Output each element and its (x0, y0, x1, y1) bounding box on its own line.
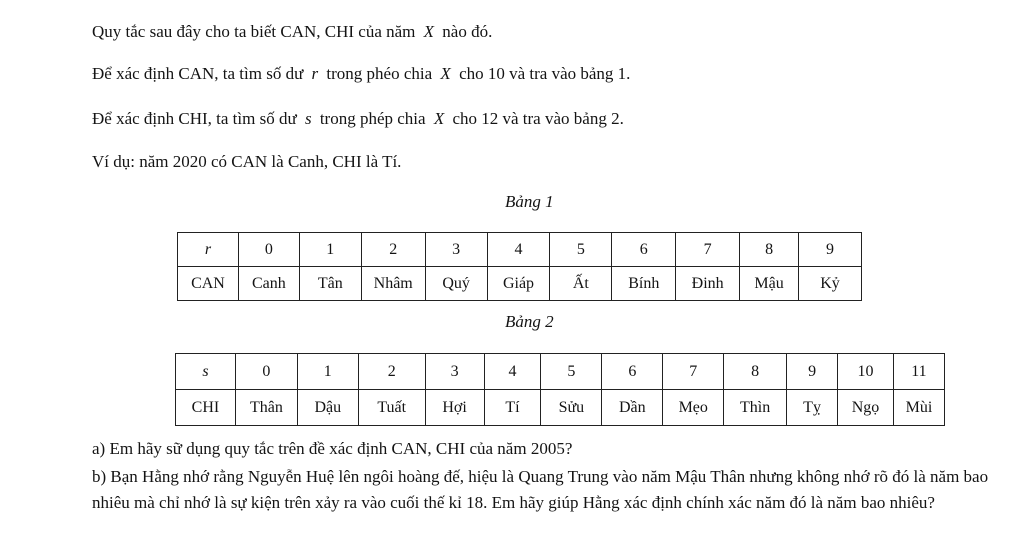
question-b: b) Bạn Hằng nhớ rằng Nguyễn Huệ lên ngôi hoàng đế, hiệu là Quang Trung vào năm Mậu Thân nhưng không nhớ rõ đó là năm bao nhiêu mà chỉ nhớ là sự kiện trên xảy ra vào cuối thế kỉ 18. Em hãy giúp Hằng xác định chính xác năm đó là năm bao nhiêu? (92, 467, 989, 512)
table-cell: 10 (838, 354, 894, 390)
intro-line-3 (92, 109, 624, 129)
variable-x: X (440, 64, 451, 83)
table-cell: 6 (612, 233, 676, 267)
table-cell: Thân (235, 390, 297, 426)
table-row (178, 267, 862, 301)
intro-line-1-text: Quy tắc sau đây cho ta biết CAN, CHI của năm (92, 22, 416, 41)
table-cell: Sửu (541, 390, 602, 426)
table-row (176, 390, 945, 426)
table-cell: 4 (487, 233, 550, 267)
variable-x: X (433, 109, 445, 128)
variable-x: X (423, 22, 435, 41)
example-line: Ví dụ: năm 2020 có CAN là Canh, CHI là Tí. (92, 152, 402, 171)
table-row (176, 354, 945, 390)
intro-line-3-text: Để xác định CHI, ta tìm số dư (92, 109, 297, 128)
table-cell: Giáp (487, 267, 550, 301)
intro-line-2-mid: trong phéo chia (326, 64, 433, 83)
table-cell: 0 (235, 354, 297, 390)
table2-header-label: s (176, 354, 236, 390)
table-cell: Đinh (676, 267, 740, 301)
intro-line-3-end: cho 12 và tra vào bảng 2. (452, 109, 624, 128)
table1-header-label: r (178, 233, 239, 267)
table-cell: 9 (787, 354, 838, 390)
table-cell: 3 (425, 354, 484, 390)
can-table (177, 232, 862, 301)
table-cell: 4 (484, 354, 541, 390)
table-cell: Kỷ (799, 267, 862, 301)
table-row (178, 233, 862, 267)
table-cell: Mậu (740, 267, 799, 301)
table-cell: Mẹo (663, 390, 724, 426)
table-cell: 1 (297, 354, 358, 390)
table-cell: 5 (550, 233, 612, 267)
table1-row-label: CAN (178, 267, 239, 301)
table-cell: 2 (361, 233, 425, 267)
table-cell: Tí (484, 390, 541, 426)
table-cell: 8 (740, 233, 799, 267)
intro-line-2-text: Để xác định CAN, ta tìm số dư (92, 64, 304, 83)
intro-line-1-end: nào đó. (442, 22, 493, 41)
table-cell: Quý (425, 267, 487, 301)
table2-row-label: CHI (176, 390, 236, 426)
table-cell: Hợi (425, 390, 484, 426)
table-cell: Mùi (893, 390, 944, 426)
table-cell: Thìn (724, 390, 787, 426)
intro-line-2-end: cho 10 và tra vào bảng 1. (459, 64, 631, 83)
table-cell: 6 (602, 354, 663, 390)
table-cell: Tuất (358, 390, 425, 426)
question-a: a) Em hãy sữ dụng quy tắc trên đề xác định CAN, CHI của năm 2005? (92, 439, 573, 458)
table-cell: Dậu (297, 390, 358, 426)
table-cell: Ất (550, 267, 612, 301)
variable-r: r (311, 64, 319, 83)
table-cell: 11 (893, 354, 944, 390)
table-cell: Tỵ (787, 390, 838, 426)
table-cell: Canh (238, 267, 299, 301)
table-cell: 1 (299, 233, 361, 267)
chi-table (175, 353, 945, 426)
table-cell: Tân (299, 267, 361, 301)
table-cell: Dần (602, 390, 663, 426)
table-cell: 8 (724, 354, 787, 390)
table-cell: 0 (238, 233, 299, 267)
intro-line-1 (92, 22, 492, 42)
table2-caption: Bảng 2 (505, 312, 554, 331)
variable-s: s (304, 109, 312, 128)
table-cell: Bính (612, 267, 676, 301)
intro-line-3-mid: trong phép chia (319, 109, 426, 128)
table1-caption: Bảng 1 (505, 192, 554, 211)
table-cell: 2 (358, 354, 425, 390)
table-cell: 5 (541, 354, 602, 390)
table-cell: 7 (663, 354, 724, 390)
table-cell: 3 (425, 233, 487, 267)
table-cell: 7 (676, 233, 740, 267)
intro-line-2 (92, 64, 630, 84)
table-cell: Nhâm (361, 267, 425, 301)
table-cell: Ngọ (838, 390, 894, 426)
table-cell: 9 (799, 233, 862, 267)
